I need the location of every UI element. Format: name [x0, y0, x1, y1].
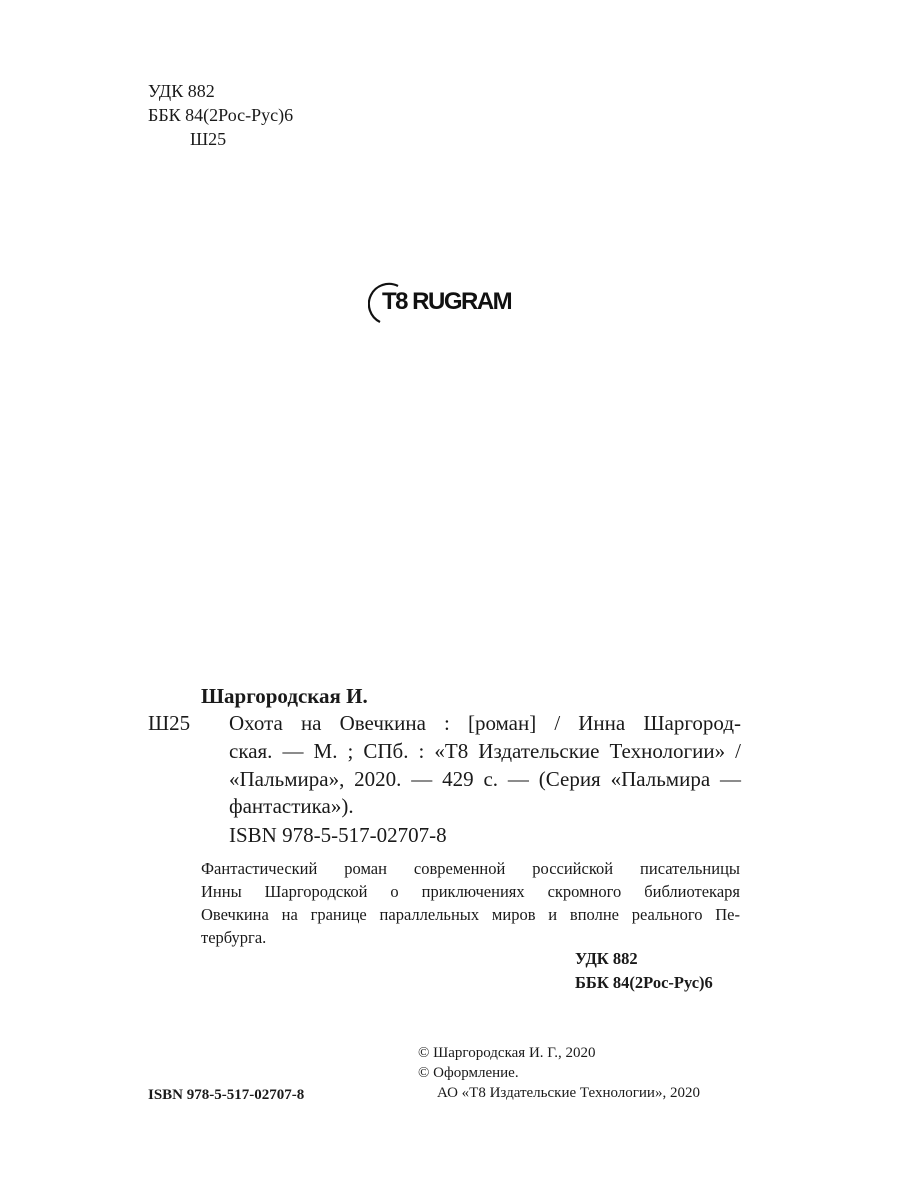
author-mark: Ш25 [190, 129, 227, 149]
annotation-line: тербурга. [201, 928, 267, 947]
catalog-line: ская. — М. ; СПб. : «Т8 Издательские Технологии» / [229, 739, 741, 763]
catalog-line: «Пальмира», 2020. — 429 с. — (Серия «Пальмира — [229, 767, 741, 791]
copyright-author: © Шаргородская И. Г., 2020 [418, 1045, 596, 1061]
udk-code: УДК 882 [148, 81, 215, 101]
logo-text: T8 RUGRAM [382, 288, 512, 315]
catalog-bbk: ББК 84(2Рос-Рус)6 [575, 973, 713, 992]
catalog-author: Шаргородская И. [201, 684, 368, 708]
annotation-line: Инны Шаргородской о приключениях скромного библиотекаря [201, 882, 740, 901]
copyright-publisher: АО «Т8 Издательские Технологии», 2020 [437, 1085, 700, 1101]
catalog-isbn: ISBN 978-5-517-02707-8 [229, 823, 447, 847]
bbk-code: ББК 84(2Рос-Рус)6 [148, 105, 294, 125]
annotation-line: Овечкина на границе параллельных миров и вполне реального Пе- [201, 905, 740, 924]
annotation-line: Фантастический роман современной российской писательницы [201, 859, 740, 878]
catalog-line: Охота на Овечкина : [роман] / Инна Шаргород- [229, 711, 741, 735]
catalog-mark: Ш25 [148, 711, 191, 735]
catalog-line: фантастика»). [229, 794, 354, 818]
copyright-design: © Оформление. [418, 1065, 519, 1081]
footer-isbn: ISBN 978-5-517-02707-8 [148, 1087, 305, 1103]
publisher-logo [368, 282, 518, 324]
catalog-udk: УДК 882 [575, 949, 638, 968]
